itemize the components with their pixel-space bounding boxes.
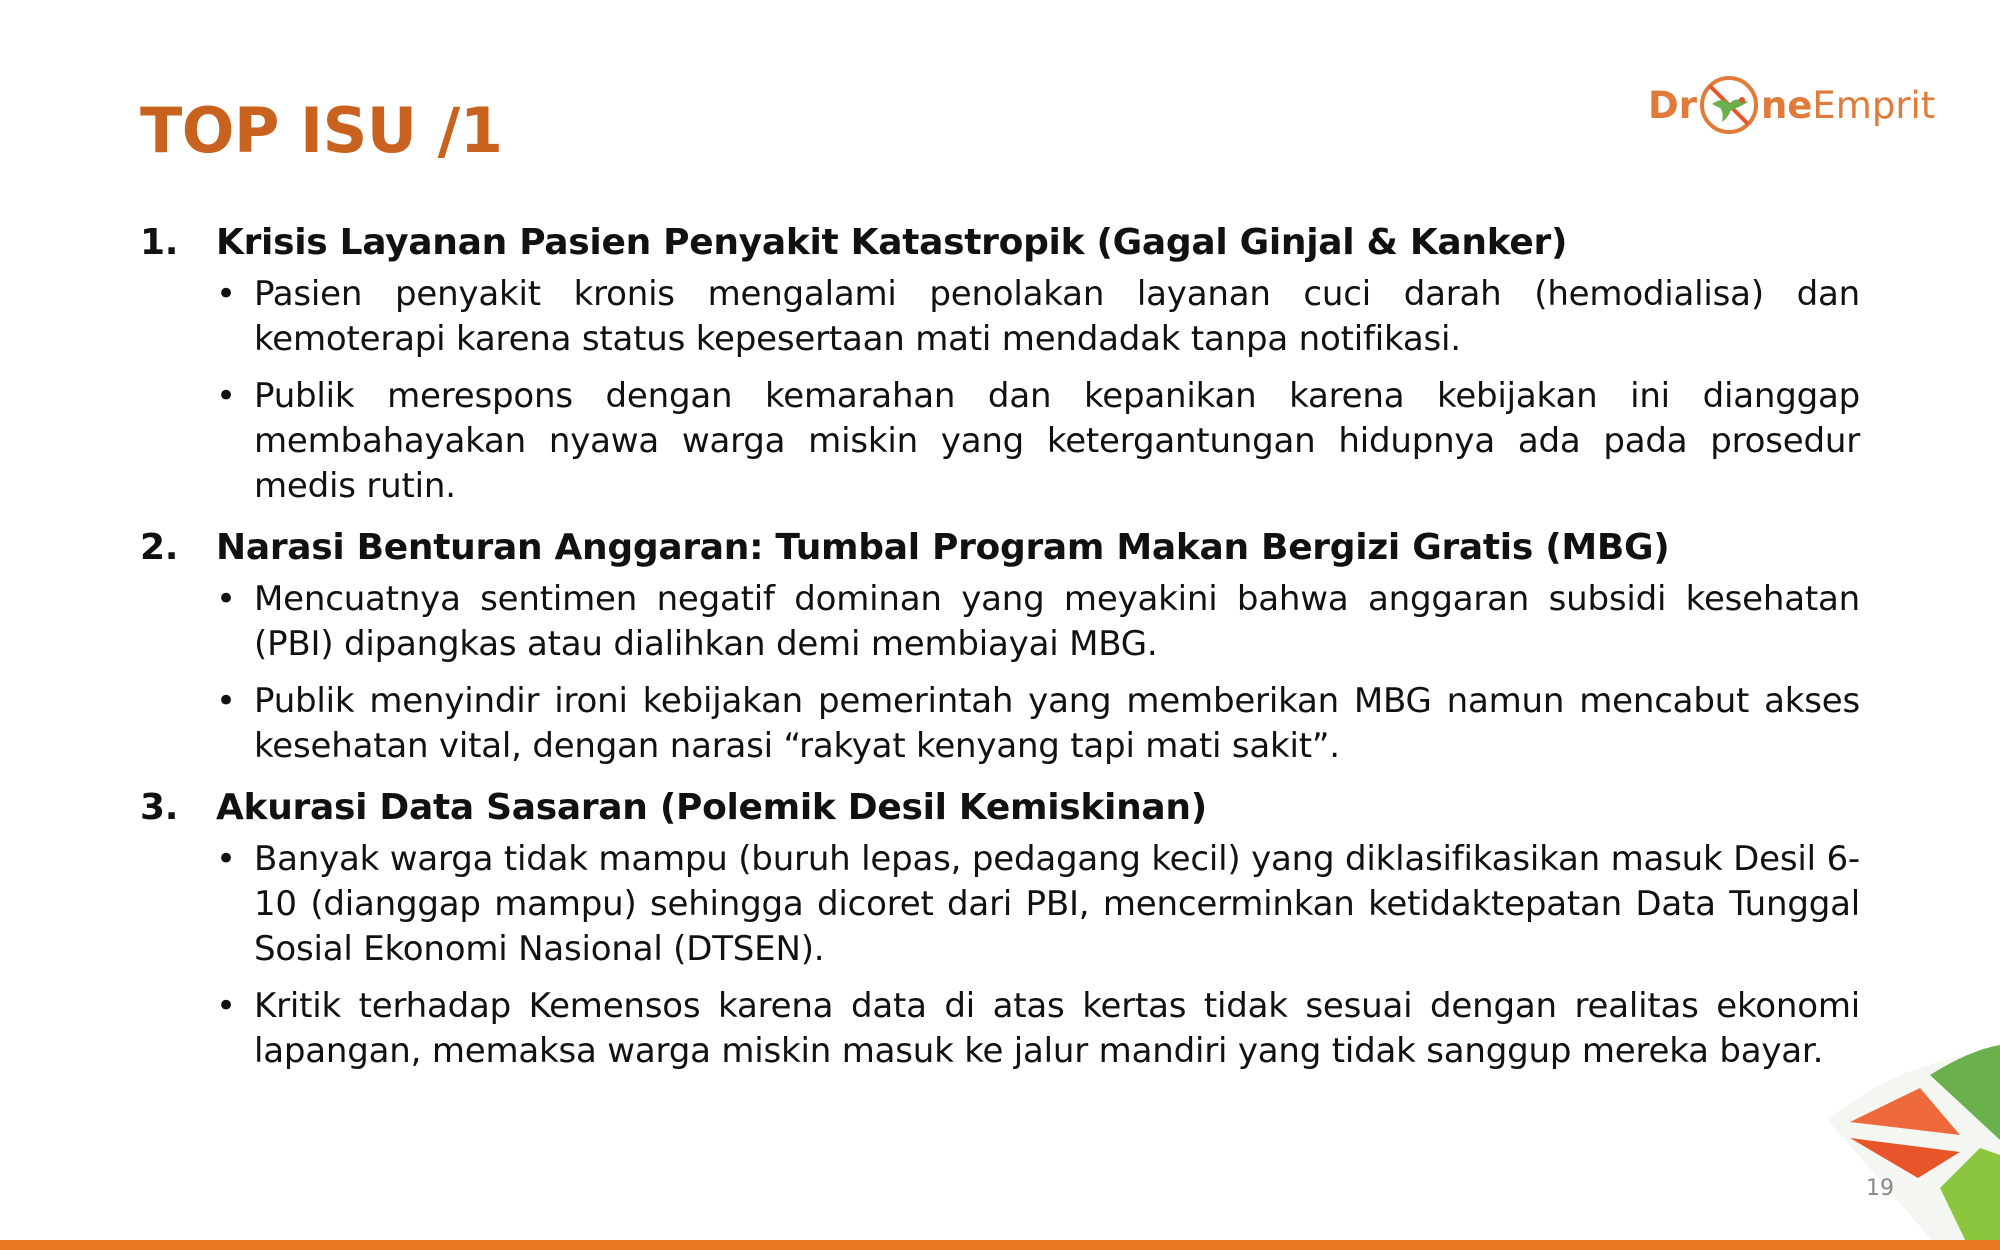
topic-heading xyxy=(140,783,1860,833)
bullet-text: Publik menyindir ironi kebijakan pemerintah yang memberikan MBG namun mencabut akses kesehatan vital, dengan narasi “rakyat kenyang tapi mati sakit”. xyxy=(254,681,1860,766)
drone-emprit-logo xyxy=(1648,70,1936,140)
bullet-marker: • xyxy=(216,274,236,314)
bullet-marker: • xyxy=(216,839,236,879)
bullet-marker: • xyxy=(216,376,236,416)
bullet-item xyxy=(140,679,1860,769)
bullet-marker: • xyxy=(216,986,236,1026)
bullet-list xyxy=(140,272,1860,509)
topic-list xyxy=(140,218,1860,1088)
topic-heading-text: Krisis Layanan Pasien Penyakit Katastropik (Gagal Ginjal & Kanker) xyxy=(216,222,1568,263)
topic-heading xyxy=(140,218,1860,268)
bullet-item xyxy=(140,837,1860,972)
topic-number: 1. xyxy=(140,222,179,263)
bullet-list xyxy=(140,837,1860,1074)
bullet-marker: • xyxy=(216,681,236,721)
corner-decoration xyxy=(1820,1040,2000,1250)
logo-text-ne: ne xyxy=(1760,83,1813,127)
bullet-item xyxy=(140,984,1860,1074)
bullet-text: Pasien penyakit kronis mengalami penolakan layanan cuci darah (hemodialisa) dan kemoterapi karena status kepesertaan mati mendadak tanpa notifikasi. xyxy=(254,274,1860,359)
bottom-accent-bar xyxy=(0,1240,2000,1250)
topic-number: 3. xyxy=(140,787,179,828)
bullet-text: Mencuatnya sentimen negatif dominan yang meyakini bahwa anggaran subsidi kesehatan (PBI) dipangkas atau dialihkan demi membiayai MBG. xyxy=(254,579,1860,664)
page-number: 19 xyxy=(1866,1176,1894,1201)
logo-text-emprit: Emprit xyxy=(1812,83,1936,127)
bullet-text: Kritik terhadap Kemensos karena data di atas kertas tidak sesuai dengan realitas ekonomi lapangan, memaksa warga miskin masuk ke jalur mandiri yang tidak sanggup mereka bayar. xyxy=(254,986,1860,1071)
logo-text-dr: Dr xyxy=(1648,83,1697,127)
topic-heading-text: Akurasi Data Sasaran (Polemik Desil Kemiskinan) xyxy=(216,787,1207,828)
bullet-text: Publik merespons dengan kemarahan dan kepanikan karena kebijakan ini dianggap membahayakan nyawa warga miskin yang ketergantungan hidupnya ada pada prosedur medis rutin. xyxy=(254,376,1860,506)
bullet-text: Banyak warga tidak mampu (buruh lepas, pedagang kecil) yang diklasifikasikan masuk Desil 6-10 (dianggap mampu) sehingga dicoret dari PBI, mencerminkan ketidaktepatan Data Tunggal Sosial Ekonomi Nasional (DTSEN). xyxy=(254,839,1860,969)
topic-1 xyxy=(140,218,1860,509)
bullet-item xyxy=(140,577,1860,667)
topic-number: 2. xyxy=(140,527,179,568)
topic-heading xyxy=(140,523,1860,573)
bullet-item xyxy=(140,374,1860,509)
bullet-item xyxy=(140,272,1860,362)
topic-3 xyxy=(140,783,1860,1074)
drone-bird-icon xyxy=(1698,74,1760,136)
bullet-marker: • xyxy=(216,579,236,619)
bullet-list xyxy=(140,577,1860,769)
slide-title: TOP ISU /1 xyxy=(140,94,503,167)
topic-heading-text: Narasi Benturan Anggaran: Tumbal Program Makan Bergizi Gratis (MBG) xyxy=(216,527,1670,568)
topic-2 xyxy=(140,523,1860,769)
